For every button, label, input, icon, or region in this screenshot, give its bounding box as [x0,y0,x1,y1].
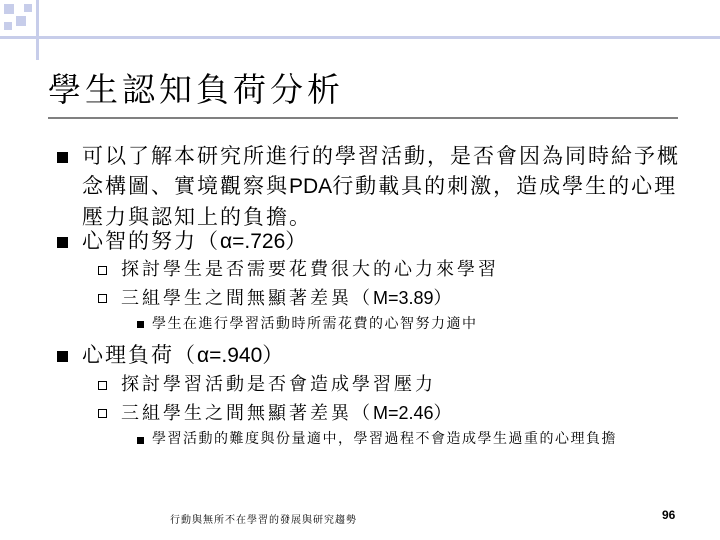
hollow-square-bullet-icon [98,409,107,418]
bullet-1: 可以了解本研究所進行的學習活動，是否會因為同時給予概念構圖、實境觀察與PDA行動載具的刺激，造成學生的心理壓力與認知上的負擔。 [82,144,680,229]
header-vertical-rule [36,0,39,60]
page-number: 96 [662,508,676,522]
bullet-square-icon [57,152,68,163]
sub-bullet: 探討學生是否需要花費很大的心力來學習 [121,259,499,280]
bullet-2: 心智的努力（α=.726） [82,229,309,253]
sub-bullet: 三組學生之間無顯著差異（M=3.89） [121,288,455,309]
header-rule [0,36,720,39]
bullet-square-icon [57,351,68,362]
hollow-square-bullet-icon [98,294,107,303]
small-square-bullet-icon [137,437,144,444]
sub-bullet: 探討學習活動是否會造成學習壓力 [121,374,436,395]
title-underline [48,117,678,119]
hollow-square-bullet-icon [98,266,107,275]
bullet-3: 心理負荷（α=.940） [82,343,286,367]
hollow-square-bullet-icon [98,381,107,390]
sub-sub-bullet: 學習活動的難度與份量適中，學習過程不會造成學生過重的心理負擔 [152,431,617,447]
sub-sub-bullet: 學生在進行學習活動時所需花費的心智努力適中 [152,316,478,332]
small-square-bullet-icon [137,321,144,328]
slide-title: 學生認知負荷分析 [48,70,344,109]
footer-title: 行動與無所不在學習的發展與研究趨勢 [170,515,357,526]
sub-bullet: 三組學生之間無顯著差異（M=2.46） [121,403,455,424]
bullet-square-icon [57,237,68,248]
